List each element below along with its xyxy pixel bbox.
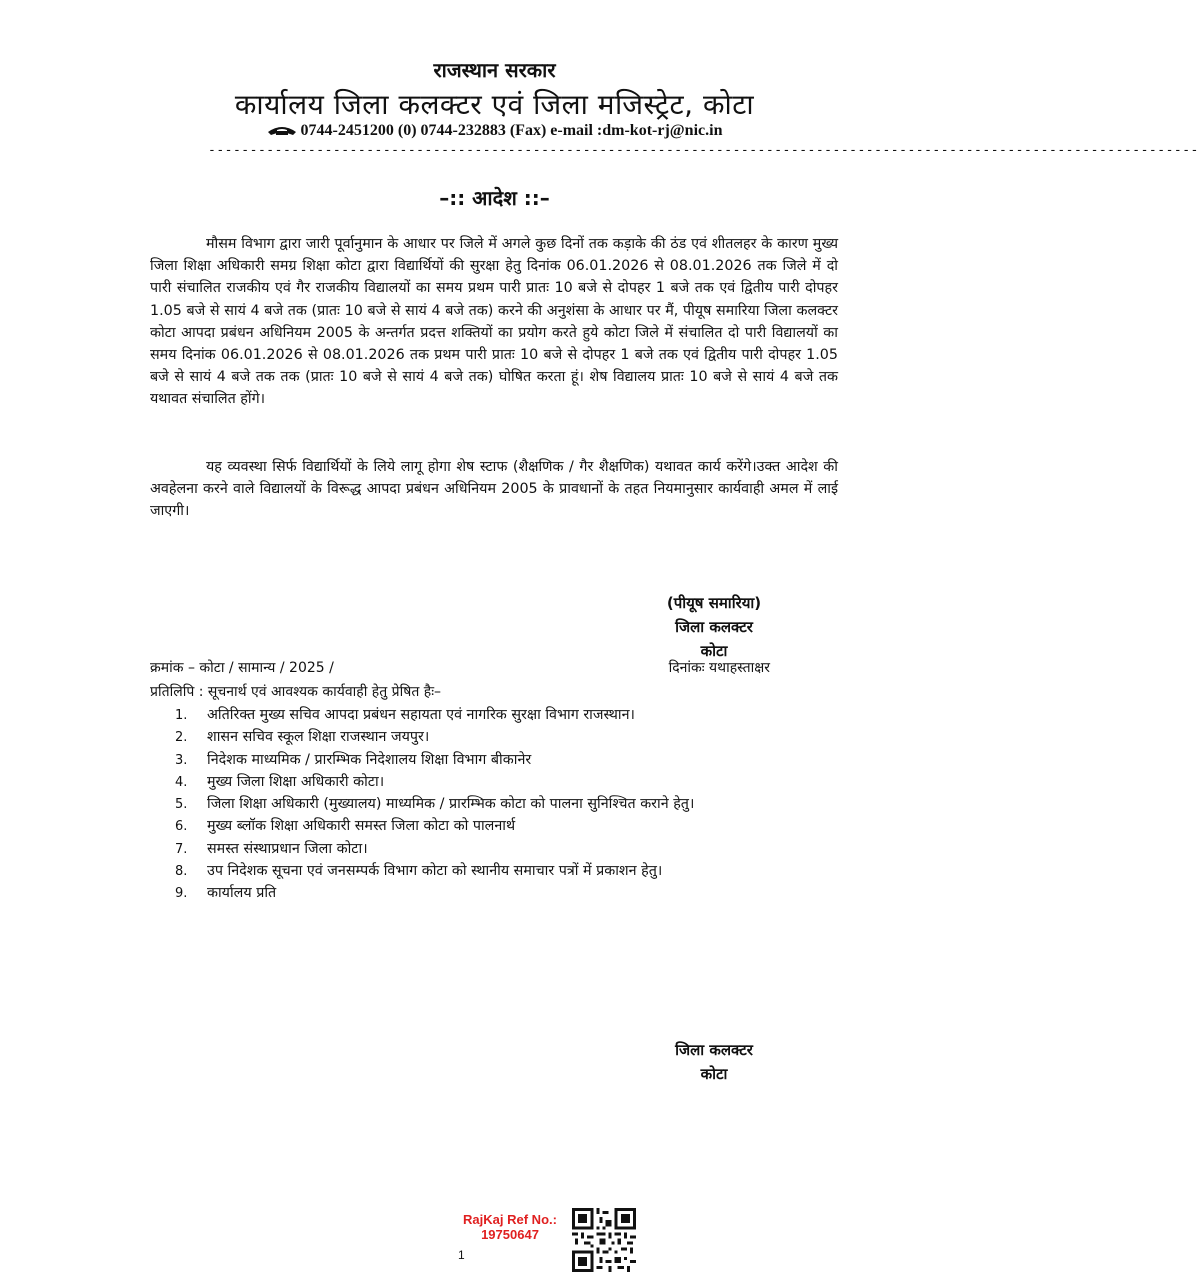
closing-signature-block <box>634 1038 794 1086</box>
reference-date: दिनांकः यथाहस्ताक्षर <box>668 660 770 676</box>
signatory-place: कोटा <box>700 642 728 660</box>
list-item: 9. कार्यालय प्रति <box>175 885 277 902</box>
list-item: 4. मुख्य जिला शिक्षा अधिकारी कोटा। <box>175 773 385 790</box>
copy-to-heading: प्रतिलिपि : सूचनार्थ एवं आवश्यक कार्यवाही हेतु प्रेषित हैः– <box>150 684 442 700</box>
list-item: 6. मुख्य ब्लॉक शिक्षा अधिकारी समस्त जिला कोटा को पालनार्थ <box>175 818 516 835</box>
rajkaj-number: 19750647 <box>481 1227 539 1242</box>
list-item: 5. जिला शिक्षा अधिकारी (मुख्यालय) माध्यमिक / प्रारम्भिक कोटा को पालना सुनिश्चित कराने हेतु। <box>175 796 695 813</box>
page-number: 1 <box>458 1248 465 1262</box>
order-paragraph-1: मौसम विभाग द्वारा जारी पूर्वानुमान के आधार पर जिले में अगले कुछ दिनों तक कड़ाके की ठंड एवं शीतलहर के कारण मुख्य जिला शिक्षा अधिकारी समग्र शिक्षा कोटा द्वारा विद्यार्थियों की सुरक्षा हेतु दिनांक 06.01.2026 से 08.01.2026 तक जिले में दो पारी संचालित राजकीय एवं गैर राजकीय विद्यालयों का समय प्रथम पारी प्रातः 10 बजे से दोपहर 1 बजे तक एवं द्वितीय पारी दोपहर 1.05 बजे से सायं 4 बजे तक (प्रातः 10 बजे से सायं 4 बजे तक) करने की अनुशंसा के आधार पर मैं, पीयूष समारिया जिला कलक्टर कोटा आपदा प्रबंधन अधिनियम 2005 के अन्तर्गत प्रदत्त शक्तियों का प्रयोग करते हुये कोटा जिले में संचालित दो पारी विद्यालयों का समय दिनांक 06.01.2026 से 08.01.2026 तक प्रथम पारी प्रातः 10 बजे से दोपहर 1 बजे तक एवं द्वितीय पारी दोपहर 1.05 बजे से सायं 4 बजे तक तक (प्रातः 10 बजे से सायं 4 बजे तक) घोषित करता हूं। शेष विद्यालय प्रातः 10 बजे से सायं 4 बजे तक यथावत संचालित होंगे। <box>150 236 838 408</box>
list-item: 7. समस्त संस्थाप्रधान जिला कोटा। <box>175 840 368 857</box>
list-item: 8. उप निदेशक सूचना एवं जनसम्पर्क विभाग कोटा को स्थानीय समाचार पत्रों में प्रकाशन हेतु। <box>175 863 663 880</box>
signatory-designation: जिला कलक्टर <box>675 618 753 636</box>
closing-designation: जिला कलक्टर <box>675 1041 753 1059</box>
contact-text: 0744-2451200 (0) 0744-232883 (Fax) e-mail :dm-kot-rj@nic.in <box>300 122 723 139</box>
reference-line <box>150 658 770 677</box>
copy-to-list <box>175 704 840 905</box>
office-heading: कार्यालय जिला कलक्टर एवं जिला मजिस्ट्रेट, कोटा <box>234 88 755 121</box>
list-item: 2. शासन सचिव स्कूल शिक्षा राजस्थान जयपुर। <box>175 729 430 746</box>
rajkaj-label: RajKaj Ref No.: <box>463 1212 557 1227</box>
signature-block <box>634 591 794 663</box>
closing-place: कोटा <box>700 1065 728 1083</box>
list-item: 1. अतिरिक्त मुख्य सचिव आपदा प्रबंधन सहायता एवं नागरिक सुरक्षा विभाग राजस्थान। <box>175 707 635 723</box>
reference-number: क्रमांक – कोटा / सामान्य / 2025 / <box>150 660 334 676</box>
order-paragraph-2: यह व्यवस्था सिर्फ विद्यार्थियों के लिये लागू होगा शेष स्टाफ (शैक्षणिक / गैर शैक्षणिक) यथावत कार्य करेंगे।उक्त आदेश की अवहेलना करने वाले विद्यालयों के विरूद्ध आपदा प्रबंधन अधिनियम 2005 के प्रावधानों के तहत नियमानुसार कार्यवाही अमल में लाई जाएगी। <box>150 459 838 520</box>
government-heading: राजस्थान सरकार <box>433 58 556 82</box>
order-title: –:: आदेश ::– <box>439 186 550 210</box>
qr-code-icon <box>572 1208 636 1272</box>
telephone-icon <box>267 124 297 136</box>
rajkaj-reference <box>440 1212 580 1242</box>
signatory-name: (पीयूष समारिया) <box>666 594 762 612</box>
list-item: 3. निदेशक माध्यमिक / प्रारम्भिक निदेशालय शिक्षा विभाग बीकानेर <box>175 751 532 768</box>
header-divider: ----------------------------------------------------------------------------------------------------------------------- <box>208 143 1199 158</box>
contact-line <box>0 122 989 140</box>
